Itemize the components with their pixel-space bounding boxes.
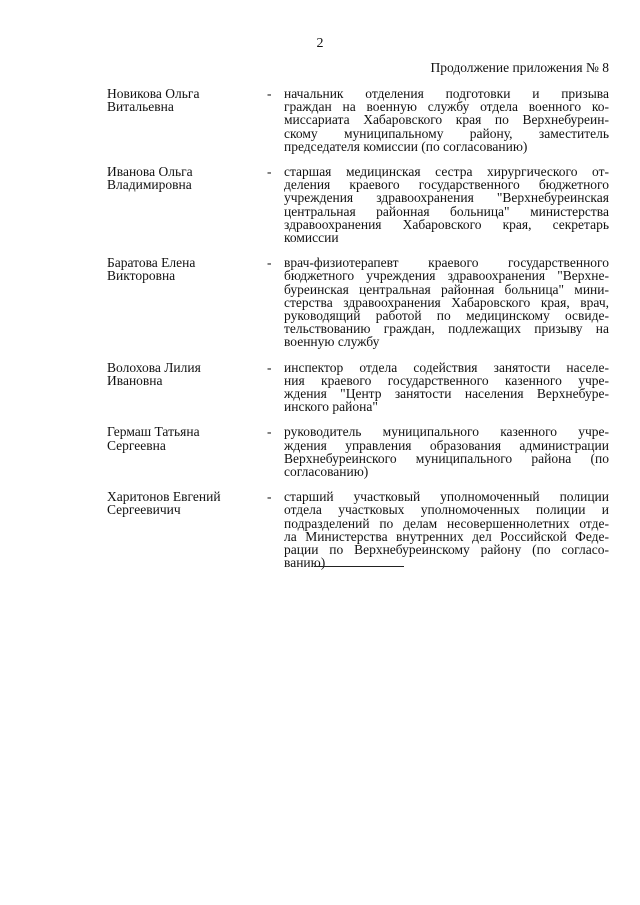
member-role-line: граждан на военную службу отдела военного ко-	[284, 99, 609, 115]
member-role-line: руководящий работой по медицинскому освиде-	[284, 308, 609, 324]
member-entry	[107, 425, 609, 478]
member-name-line: Сергеевна	[107, 437, 166, 453]
member-role-line: учреждения здравоохранения "Верхнебуреинская	[284, 190, 609, 206]
member-role-line: деления краевого государственного бюджетного	[284, 177, 609, 193]
member-role-line: председателя комиссии (по согласованию)	[284, 138, 528, 154]
member-dash: -	[267, 164, 272, 180]
member-role-line: старшая медицинская сестра хирургического от-	[284, 164, 609, 180]
member-role-line: руководитель муниципального казенного учре-	[284, 424, 609, 440]
member-name-line: Ивановна	[107, 372, 163, 388]
member-name-line: Новикова Ольга	[107, 86, 200, 101]
member-role-line: ждения управления образования администрации	[284, 437, 609, 453]
commission-members-list	[107, 87, 609, 582]
member-role	[284, 165, 609, 244]
member-role-line: подразделений по делам несовершеннолетних отде-	[284, 515, 609, 531]
member-entry	[107, 361, 609, 414]
member-role-line: инспектор отдела содействия занятости населе-	[284, 359, 609, 375]
member-role-line: Верхнебуреинского муниципального района (по	[284, 450, 609, 466]
member-name	[107, 87, 267, 113]
member-name	[107, 425, 267, 451]
member-role-line: врач-физиотерапевт краевого государственного	[284, 255, 609, 271]
member-role-line: миссариата Хабаровского края по Верхнебуреин-	[284, 112, 609, 128]
member-role-line: начальник отделения подготовки и призыва	[284, 86, 609, 101]
member-role-line: отдела участковых уполномоченных полиции и	[284, 502, 609, 518]
member-entry	[107, 87, 609, 153]
member-name-line: Витальевна	[107, 99, 174, 115]
member-name-line: Владимировна	[107, 177, 192, 193]
member-name	[107, 165, 267, 191]
member-role	[284, 490, 609, 569]
member-role-line: бюджетного учреждения здравоохранения "Верхне-	[284, 268, 609, 284]
member-role-line: ла Министерства внутренних дел Российской Феде-	[284, 528, 609, 544]
end-of-list-rule	[314, 566, 404, 567]
member-role-line: тельствованию граждан, подлежащих призыву на	[284, 321, 609, 337]
member-name	[107, 490, 267, 516]
member-name-line: Викторовна	[107, 268, 176, 284]
member-role-line: комиссии	[284, 230, 339, 246]
member-role	[284, 256, 609, 348]
member-dash: -	[267, 86, 272, 101]
appendix-continuation-note: Продолжение приложения № 8	[430, 60, 609, 75]
member-role-line: ния краевого государственного казенного учре-	[284, 372, 609, 388]
member-role-line: инского района"	[284, 399, 378, 415]
member-name	[107, 256, 267, 282]
member-dash: -	[267, 424, 272, 440]
member-entry	[107, 490, 609, 569]
member-role	[284, 361, 609, 414]
member-role-line: центральная районная больница" министерства	[284, 203, 609, 219]
member-role-line: согласованию)	[284, 464, 369, 480]
member-role-line: старший участковый уполномоченный полиции	[284, 489, 609, 505]
member-role-line: стерства здравоохранения Хабаровского края, врач,	[284, 294, 609, 310]
member-role-line: буреинская центральная районная больница" мини-	[284, 281, 609, 297]
page-number: 2	[316, 36, 324, 51]
member-role-line: ванию)	[284, 555, 326, 571]
member-role	[284, 425, 609, 478]
member-name	[107, 361, 267, 387]
member-dash: -	[267, 489, 272, 505]
member-name-line: Баратова Елена	[107, 255, 196, 271]
member-name-line: Харитонов Евгений	[107, 489, 221, 505]
member-name-line: Волохова Лилия	[107, 359, 201, 375]
member-name-line: Иванова Ольга	[107, 164, 193, 180]
member-dash: -	[267, 255, 272, 271]
member-role-line: рации по Верхнебуреинскому району (по согласо-	[284, 542, 609, 558]
member-role	[284, 87, 609, 153]
member-role-line: здравоохранения Хабаровского края, секретарь	[284, 216, 609, 232]
member-entry	[107, 165, 609, 244]
member-name-line: Гермаш Татьяна	[107, 424, 200, 440]
member-role-line: скому муниципальному району, заместитель	[284, 125, 609, 141]
member-role-line: ждения "Центр занятости населения Верхнебуре-	[284, 386, 609, 402]
member-role-line: военную службу	[284, 334, 380, 350]
member-entry	[107, 256, 609, 348]
member-dash: -	[267, 359, 272, 375]
member-name-line: Сергеевичич	[107, 502, 181, 518]
